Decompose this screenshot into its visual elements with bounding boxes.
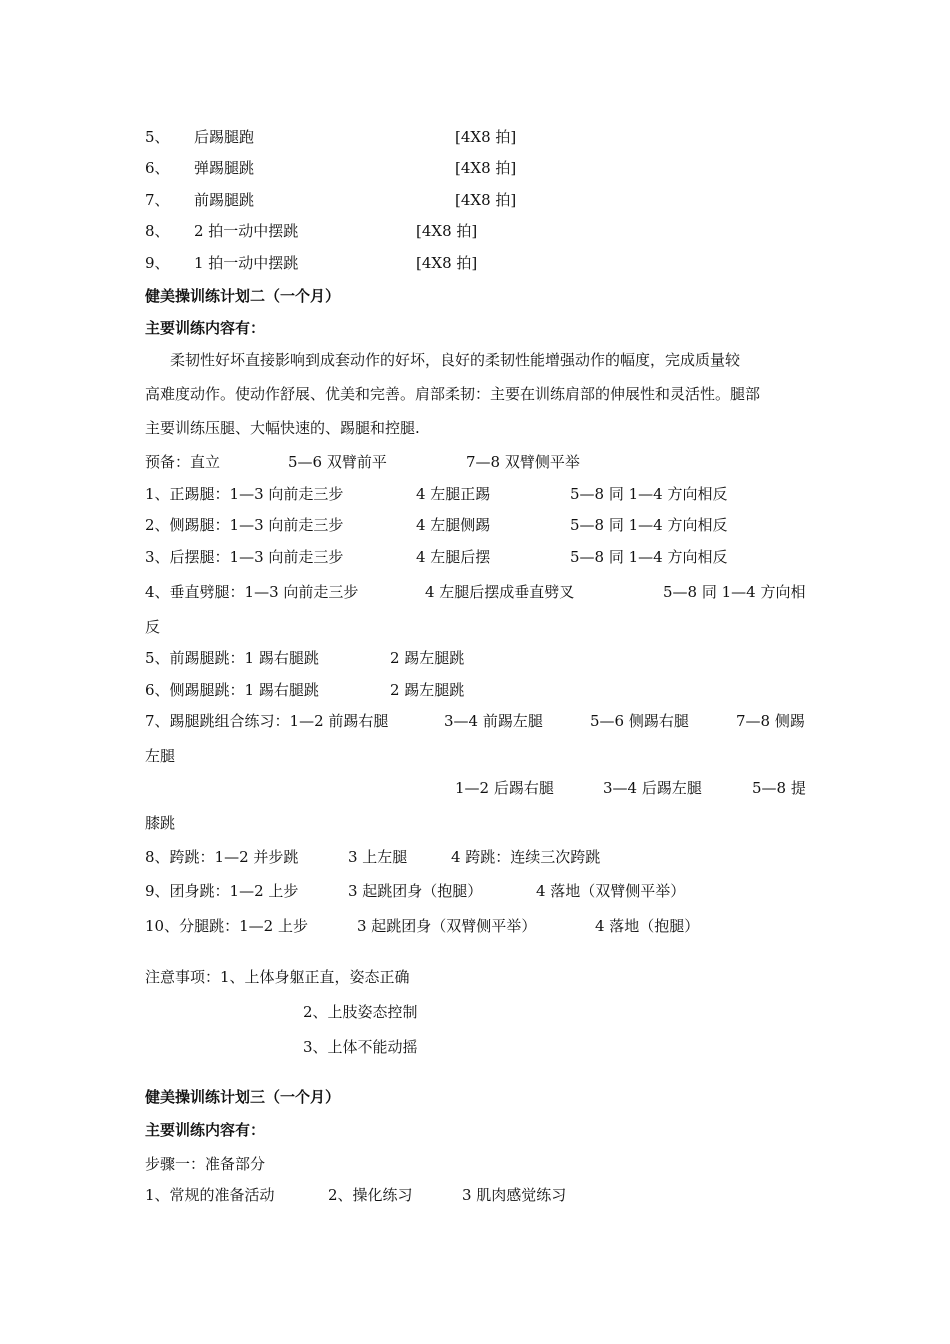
- list-item-name: 弹踢腿跳: [194, 159, 255, 177]
- exercise-text: 4 左腿侧踢: [416, 516, 491, 534]
- exercise-text: 3、后摆腿：1—3 向前走三步: [145, 548, 344, 566]
- list-item-beats: [4X8 拍]: [416, 254, 478, 272]
- step-item: 3 肌肉感觉练习: [462, 1186, 567, 1204]
- step-item: 1、常规的准备活动: [145, 1186, 275, 1204]
- exercise-text: 3 上左腿: [348, 848, 408, 866]
- list-item-num: 7、: [145, 191, 170, 209]
- list-item-name: 1 拍一动中摆跳: [194, 254, 299, 272]
- paragraph-line: 主要训练压腿、大幅快速的、踢腿和控腿.: [145, 419, 420, 437]
- list-item-beats: [4X8 拍]: [416, 222, 478, 240]
- exercise-text: 反: [145, 618, 161, 636]
- list-item-num: 6、: [145, 159, 170, 177]
- notes-line: 注意事项：1、上体身躯正直，姿态正确: [145, 968, 410, 986]
- exercise-text: 5—8 提: [752, 779, 806, 797]
- prep-text: 7—8 双臂侧平举: [466, 453, 580, 471]
- list-item-beats: [4X8 拍]: [455, 128, 517, 146]
- exercise-text: 3 起跳团身（双臂侧平举）: [357, 917, 537, 935]
- list-item-name: 前踢腿跳: [194, 191, 255, 209]
- exercise-text: 5—8 同 1—4 方向相反: [570, 485, 728, 503]
- exercise-text: 4 落地（双臂侧平举）: [536, 882, 686, 900]
- exercise-text: 5—8 同 1—4 方向相: [663, 583, 806, 601]
- exercise-text: 6、侧踢腿跳：1 踢右腿跳: [145, 681, 319, 699]
- list-item-name: 2 拍一动中摆跳: [194, 222, 299, 240]
- step-heading: 步骤一：准备部分: [145, 1155, 266, 1173]
- prep-text: 5—6 双臂前平: [288, 453, 387, 471]
- list-item-beats: [4X8 拍]: [455, 159, 517, 177]
- exercise-text: 7、踢腿跳组合练习：1—2 前踢右腿: [145, 712, 389, 730]
- notes-line: 3、上体不能动摇: [303, 1038, 418, 1056]
- section-subtitle: 主要训练内容有：: [145, 1121, 266, 1139]
- exercise-text: 4 左腿后摆: [416, 548, 491, 566]
- exercise-text: 3—4 前踢左腿: [444, 712, 543, 730]
- notes-line: 2、上肢姿态控制: [303, 1003, 418, 1021]
- paragraph-line: 高难度动作。使动作舒展、优美和完善。肩部柔韧：主要在训练肩部的伸展性和灵活性。腿部: [145, 385, 761, 403]
- exercise-text: 3—4 后踢左腿: [603, 779, 702, 797]
- exercise-text: 1、正踢腿：1—3 向前走三步: [145, 485, 344, 503]
- exercise-text: 左腿: [145, 747, 176, 765]
- exercise-text: 8、跨跳：1—2 并步跳: [145, 848, 299, 866]
- exercise-text: 4 跨跳：连续三次跨跳: [451, 848, 601, 866]
- exercise-text: 9、团身跳：1—2 上步: [145, 882, 299, 900]
- exercise-text: 4、垂直劈腿：1—3 向前走三步: [145, 583, 359, 601]
- exercise-text: 2 踢左腿跳: [390, 681, 465, 699]
- exercise-text: 5—6 侧踢右腿: [590, 712, 689, 730]
- step-item: 2、操化练习: [328, 1186, 413, 1204]
- exercise-text: 2 踢左腿跳: [390, 649, 465, 667]
- exercise-text: 膝跳: [145, 814, 176, 832]
- list-item-num: 9、: [145, 254, 170, 272]
- exercise-text: 4 落地（抱腿）: [595, 917, 700, 935]
- list-item-name: 后踢腿跑: [194, 128, 255, 146]
- section-subtitle: 主要训练内容有：: [145, 319, 266, 337]
- list-item-num: 8、: [145, 222, 170, 240]
- exercise-text: 10、分腿跳：1—2 上步: [145, 917, 308, 935]
- section-title: 健美操训练计划二（一个月）: [145, 287, 341, 305]
- exercise-text: 5—8 同 1—4 方向相反: [570, 516, 728, 534]
- exercise-text: 2、侧踢腿：1—3 向前走三步: [145, 516, 344, 534]
- exercise-text: 7—8 侧踢: [736, 712, 805, 730]
- prep-text: 预备：直立: [145, 453, 221, 471]
- exercise-text: 3 起跳团身（抱腿）: [348, 882, 483, 900]
- list-item-beats: [4X8 拍]: [455, 191, 517, 209]
- list-item-num: 5、: [145, 128, 170, 146]
- exercise-text: 4 左腿正踢: [416, 485, 491, 503]
- exercise-text: 4 左腿后摆成垂直劈叉: [425, 583, 575, 601]
- paragraph-line: 柔韧性好坏直接影响到成套动作的好坏，良好的柔韧性能增强动作的幅度，完成质量较: [170, 351, 741, 369]
- exercise-text: 5—8 同 1—4 方向相反: [570, 548, 728, 566]
- exercise-text: 5、前踢腿跳：1 踢右腿跳: [145, 649, 319, 667]
- exercise-text: 1—2 后踢右腿: [455, 779, 554, 797]
- section-title: 健美操训练计划三（一个月）: [145, 1088, 341, 1106]
